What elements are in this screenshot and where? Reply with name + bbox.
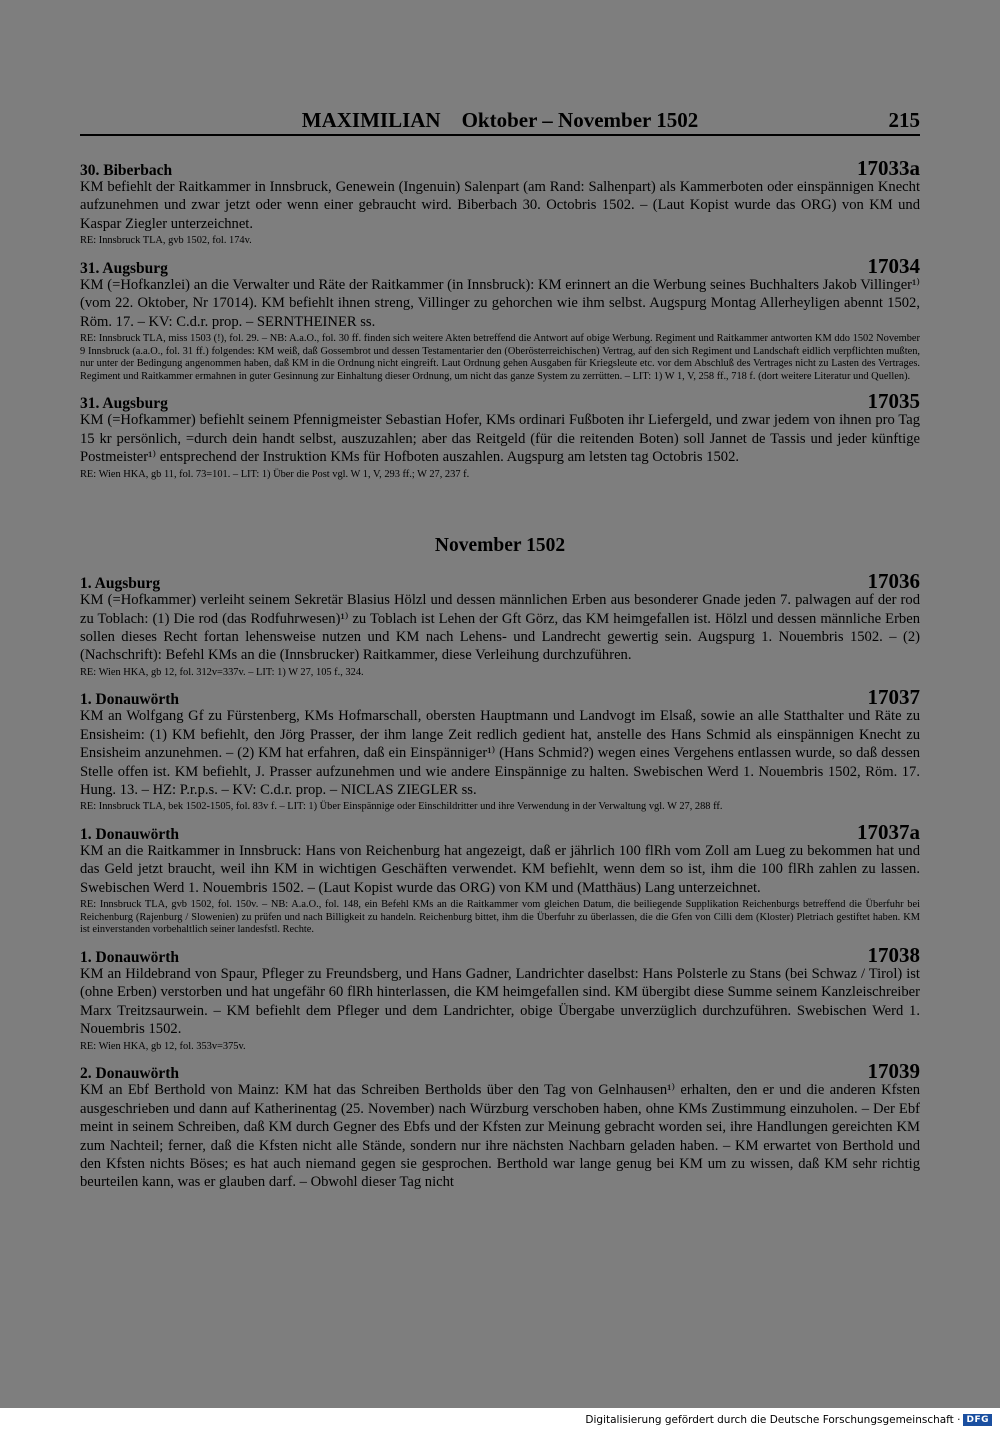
register-entry (80, 945, 920, 1053)
entry-date-place: 1. Augsburg (80, 575, 161, 593)
entry-number: 17036 (867, 569, 920, 594)
entry-text: KM (=Hofkanzlei) an die Verwalter und Räte der Raitkammer (in Innsbruck): KM erinnert an die Werbung seines Buchhalters Jakob Villinger¹⁾ (vom 22. Oktober, Nr 17014). KM befiehlt ihnen streng, Villinger zu gehorchen wie ihm selbst. Augspurg Montag Allerheyligen abennt 1502, Röm. 17. – KV: C.d.r. prop. – SERNTHEINER ss. (80, 276, 920, 330)
running-title: MAXIMILIAN Oktober – November 1502 (301, 108, 699, 132)
entry-heading (80, 389, 920, 414)
section-title: November 1502 (434, 535, 566, 557)
entry-source-note: RE: Innsbruck TLA, bek 1502-1505, fol. 83v f. – LIT: 1) Über Einspännige oder Einschildritter und ihre Verwendung in der Verwaltung vgl. W 27, 288 ff. (80, 801, 723, 813)
entry-text: KM an Hildebrand von Spaur, Pfleger zu Freundsberg, und Hans Gadner, Landrichter daselbst: Hans Polsterle zu Stans (bei Schwaz / Tirol) ist (ohne Erben) verstorben und hat ungefähr 60 flRh hinterlassen, die KM heimgefallen sind. KM übergibt diese Summe seinem Kanzleischreiber Marx Treitzsaurwein. – KM befiehlt dem Pfleger und dem Landrichter, obige Übergabe unverzüglich durchzuführen. Swebischen Werd 1. Nouembris 1502. (80, 966, 920, 1038)
entry-date-place: 31. Augsburg (80, 259, 168, 277)
entry-date-place: 31. Augsburg (80, 395, 168, 413)
page-content (80, 158, 920, 1200)
entry-text: KM (=Hofkammer) verleiht seinem Sekretär Blasius Hölzl und dessen männlichen Erben aus besonderer Gnade jeden 7. palwagen auf der rod zu Toblach: (1) Die rod (das Rodfuhrwesen)¹⁾ zu Toblach ist Lehen der Gft Görz, das KM heimgefallen ist. Hölzl und dessen männliche Erben sollen dieses Recht fortan lehensweise nutzen und KM nach Lehens- und Landrecht gewertig sein. Augspurg 1. Nouembris 1502. – (2) (Nachschrift): Befehl KMs an die (Innsbrucker) Raitkammer, diese Verleihung durchzuführen. (80, 592, 920, 664)
register-entry (80, 822, 920, 937)
entry-number: 17035 (867, 389, 920, 414)
entry-number: 17037a (857, 820, 920, 845)
register-entry (80, 571, 920, 679)
entries-after (80, 571, 920, 1192)
entry-number: 17037 (867, 685, 920, 710)
entry-date-place: 1. Donauwörth (80, 691, 180, 709)
entry-number: 17033a (857, 156, 920, 180)
entry-source-note: RE: Innsbruck TLA, miss 1503 (!), fol. 29. – NB: A.a.O., fol. 30 ff. finden sich weitere Akten betreffend die Antwort auf obige Werbung. Regiment und Raitkammer antworten KM ddo 1502 November 9 Innsbruck (a.a.O., fol. 31 ff.) folgendes: KM weiß, daß Gossembrot und dessen Testamentarier den (Oberösterreichischen) Vertrag, auf den sich Regiment und Landschaft eidlich verpflichten mußten, nur unter der Bedingung angenommen haben, daß KM in die Ordnung nicht eingreift. Laut Ordnung gehen Ausgaben für Kriegsleute etc. vor dem Abschluß des Vertrages nicht zu Lasten des Vertrages. Regiment und Raitkammer ermahnen in guter Gesinnung zur Einhaltung dieser Ordnung, um nicht das ganze System zu zerrütten. – LIT: 1) W 1, V, 258 ff., 718 f. (dort weitere Literatur und Quellen). (80, 333, 920, 382)
register-entry (80, 391, 920, 481)
entry-number: 17034 (867, 253, 920, 278)
register-entry (80, 158, 920, 248)
register-entry (80, 253, 920, 384)
entry-heading (80, 569, 920, 594)
entry-date-place: 2. Donauwörth (80, 1065, 180, 1083)
footer-text: Digitalisierung gefördert durch die Deutsche Forschungsgemeinschaft · (585, 1414, 961, 1426)
entry-text: KM an Wolfgang Gf zu Fürstenberg, KMs Hofmarschall, obersten Hauptmann und Landvogt im Elsaß, sowie an alle Statthalter und Räte zu Ensisheim: (1) KM befiehlt, den Jörg Prasser, der ihm lange Zeit redlich gedient hat, anstelle des Hans Schmid als einspännigen Knecht zu Ensisheim anzunehmen. – (2) KM hat erfahren, daß ein Einspänniger¹⁾ (Hans Schmid?) wegen eines Vergehens entlassen wurde, so daß dessen Stelle offen ist. KM befiehlt, J. Prasser aufzunehmen und wie andere Einspännige zu halten. Swebischen Werd 1. Nouembris 1502, Röm. 17. Hung. 13. – HZ: P.r.p.s. – KV: C.d.r. prop. – NICLAS ZIEGLER ss. (80, 708, 920, 799)
entry-date-place: 1. Donauwörth (80, 949, 180, 967)
entry-heading (80, 943, 920, 968)
entry-heading (80, 685, 920, 710)
entry-text: KM (=Hofkammer) befiehlt seinem Pfennigmeister Sebastian Hofer, KMs ordinari Fußboten ihr Liefergeld, und zwar jedem von ihnen pro Tag 15 kr persönlich, =durch dein handt selbst, auszuzahlen; aber das Reitgeld (für die reitenden Boten) soll Jannet de Tassis und jeder künftige Postmeister¹⁾ entsprechend der Instruktion KMs für Hofboten auszahlen. Augspurg am letsten tag Octobris 1502. (80, 412, 920, 466)
entry-source-note: RE: Wien HKA, gb 11, fol. 73=101. – LIT: 1) Über die Post vgl. W 1, V, 293 ff.; W 27, 237 f. (80, 468, 470, 480)
entry-number: 17039 (867, 1059, 920, 1084)
entry-source-note: RE: Innsbruck TLA, gvb 1502, fol. 150v. – NB: A.a.O., fol. 148, ein Befehl KMs an die Raitkammer vom gleichen Datum, die beiliegende Supplikation Reichenburgs betreffend die Überfuhr bei Reichenburg (Rajenburg / Slowenien) zu prüfen und nach Billigkeit zu handeln. Reichenburg bittet, ihm die Überfuhr zu überlassen, die die Gfen von Cilli dem (Kloster) Pletriach gestiftet haben. KM ist einverstanden vorbehaltlich seiner landesfstl. Rechte. (80, 899, 920, 936)
entry-text: KM an Ebf Berthold von Mainz: KM hat das Schreiben Bertholds über den Tag von Gelnhausen¹⁾ erhalten, den er und die anderen Kfsten ausgeschrieben und dann auf Katherinentag (25. November) nach Würzburg verschoben haben, ohne KMs Zustimmung einzuholen. – Der Ebf meint in seinem Schreiben, daß KM durch Gegner des Ebfs und der Kfsten zur Meinung gebracht worden sei, ihre Handlungen gereichten KM zum Nachteil; ferner, daß die Kfsten nicht alle Stände, sondern nur ihre nächsten Nachbarn geladen haben. – KM erwartet von Berthold und den Kfsten nichts Böses; es hat auch niemand gegen sie gesprochen. Berthold war lange genug bei KM um zu wissen, daß KM sehr richtig beurteilen kann, was er glauben darf. – Obwohl dieser Tag nicht (80, 1082, 920, 1191)
entry-source-note: RE: Wien HKA, gb 12, fol. 312v=337v. – LIT: 1) W 27, 105 f., 324. (80, 666, 364, 678)
entry-heading (80, 253, 920, 278)
entry-text: KM an die Raitkammer in Innsbruck: Hans von Reichenburg hat angezeigt, daß er jährlich 100 flRh vom Zoll am Lueg zu bekommen hat und das Geld jetzt braucht, weil ihn KM in wichtigen Geschäften verwendet. KM befiehlt, wenn dem so ist, ihm die 100 flRh zahlen zu lassen. Swebischen Werd 1. Nouembris 1502. – (Laut Kopist wurde das ORG) von KM und (Matthäus) Lang unterzeichnet. (80, 843, 920, 896)
entry-heading (80, 820, 920, 845)
header-rule (80, 134, 920, 136)
register-entry (80, 687, 920, 814)
entry-text: KM befiehlt der Raitkammer in Innsbruck, Genewein (Ingenuin) Salenpart (am Rand: Salhenpart) als Kammerboten oder einspännigen Knecht aufzunehmen und zwar jetzt oder wenn einer gebraucht wird. Biberbach 30. Octobris 1502. – (Laut Kopist wurde das ORG) von KM und Kaspar Ziegler unterzeichnet. (80, 179, 920, 232)
entry-source-note: RE: Innsbruck TLA, gvb 1502, fol. 174v. (80, 235, 252, 247)
entry-date-place: 1. Donauwörth (80, 826, 180, 844)
dfg-logo: DFG (963, 1414, 992, 1426)
entry-heading (80, 158, 920, 178)
entries-before (80, 158, 920, 481)
page-header (80, 106, 920, 136)
footer (585, 1414, 992, 1426)
entry-source-note: RE: Wien HKA, gb 12, fol. 353v=375v. (80, 1040, 246, 1052)
entry-number: 17038 (867, 943, 920, 968)
entry-heading (80, 1059, 920, 1084)
entry-date-place: 30. Biberbach (80, 162, 173, 179)
register-entry (80, 1061, 920, 1191)
page-number: 215 (888, 108, 920, 132)
